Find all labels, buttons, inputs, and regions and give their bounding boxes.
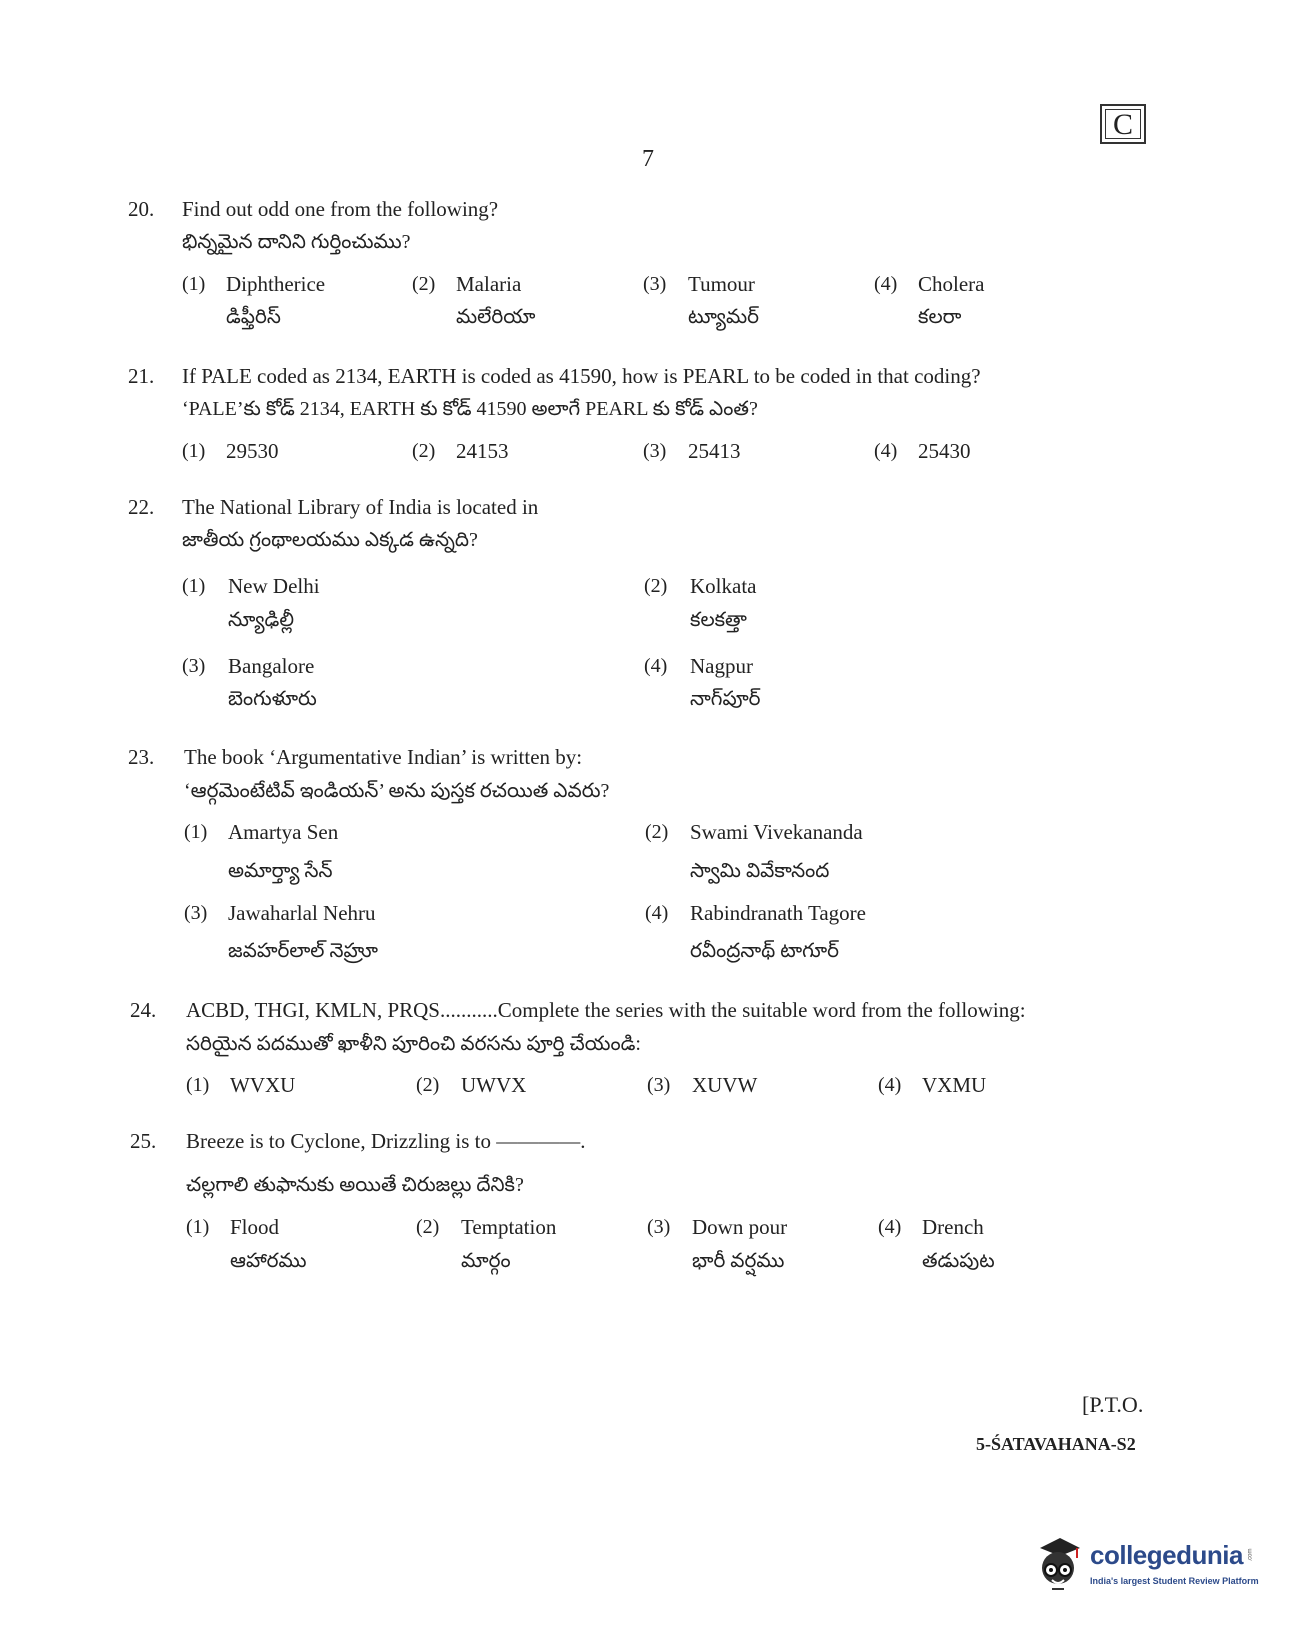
logo-suffix: .com <box>1247 1548 1254 1562</box>
question-text-telugu: ‘PALE’కు కోడ్ 2134, EARTH కు కోడ్ 41590 అలాగే PEARL కు కోడ్ ఎంత? <box>182 398 758 420</box>
option-number: (3) <box>647 1216 671 1238</box>
option-telugu: మలేరియా <box>456 306 536 328</box>
question-number: 22. <box>128 495 155 519</box>
option-text: WVXU <box>230 1073 296 1097</box>
question-text: If PALE coded as 2134, EARTH is coded as 41590, how is PEARL to be coded in that coding? <box>182 364 981 388</box>
option-number: (4) <box>878 1074 902 1096</box>
option-telugu: స్వామి వివేకానంద <box>690 860 830 882</box>
question-number: 24. <box>130 998 157 1022</box>
option-text: Temptation <box>461 1215 557 1239</box>
option-telugu: నాగ్‌పూర్ <box>690 688 761 710</box>
option-telugu: ట్యూమర్ <box>688 306 759 328</box>
option-text: XUVW <box>692 1073 758 1097</box>
option-text: Rabindranath Tagore <box>690 901 866 925</box>
option-text: Amartya Sen <box>228 820 339 844</box>
option-number: (3) <box>643 440 667 462</box>
option-telugu: తడుపుట <box>922 1250 995 1272</box>
question-text-telugu: సరియైన పదముతో ఖాళీని పూరించి వరసను పూర్తి చేయండి: <box>186 1033 641 1055</box>
option-number: (1) <box>184 821 208 843</box>
option-text: Flood <box>230 1215 280 1239</box>
option-text: Cholera <box>918 272 985 296</box>
option-number: (1) <box>182 575 206 597</box>
question-text: Breeze is to Cyclone, Drizzling is to ————. <box>186 1129 586 1153</box>
option-number: (4) <box>874 273 898 295</box>
option-telugu: డిఫ్తీరిస్ <box>226 306 281 328</box>
option-text: Jawaharlal Nehru <box>228 901 376 925</box>
question-text-telugu: భిన్నమైన దానిని గుర్తించుము? <box>182 231 411 253</box>
option-text: Bangalore <box>228 654 315 678</box>
option-text: Nagpur <box>690 654 753 678</box>
option-text: Tumour <box>688 272 755 296</box>
option-telugu: న్యూఢిల్లీ <box>228 609 295 631</box>
question-number: 21. <box>128 364 155 388</box>
option-number: (4) <box>645 902 669 924</box>
option-text: 24153 <box>456 439 509 463</box>
option-telugu: ఆహారము <box>230 1250 307 1272</box>
option-telugu: రవీంద్రనాథ్ టాగూర్ <box>690 940 839 962</box>
option-telugu: బెంగుళూరు <box>228 688 317 710</box>
option-text: UWVX <box>461 1073 527 1097</box>
option-number: (2) <box>416 1216 440 1238</box>
option-number: (1) <box>186 1074 210 1096</box>
logo-name: collegedunia <box>1090 1540 1243 1570</box>
question-number: 25. <box>130 1129 157 1153</box>
question-number: 20. <box>128 197 155 221</box>
series-letter: C <box>1105 109 1141 139</box>
option-text: Kolkata <box>690 574 757 598</box>
question-text: The book ‘Argumentative Indian’ is written by: <box>184 745 583 769</box>
question-text-telugu: ‘ఆర్గమెంటేటివ్ ఇండియన్’ అను పుస్తక రచయిత ఎవరు? <box>184 780 610 802</box>
option-text: 29530 <box>226 439 279 463</box>
question-number: 23. <box>128 745 155 769</box>
option-text: Down pour <box>692 1215 788 1239</box>
option-number: (2) <box>645 821 669 843</box>
question-text-telugu: చల్లగాలి తుఫానుకు అయితే చిరుజల్లు దేనికి? <box>186 1174 524 1196</box>
option-number: (3) <box>643 273 667 295</box>
question-text-telugu: జాతీయ గ్రంథాలయము ఎక్కడ ఉన్నది? <box>182 529 478 551</box>
option-number: (3) <box>184 902 208 924</box>
logo-tagline: India's largest Student Review Platform <box>1090 1576 1259 1586</box>
option-text: Swami Vivekananda <box>690 820 863 844</box>
option-text: 25413 <box>688 439 741 463</box>
option-number: (3) <box>182 655 206 677</box>
option-number: (1) <box>182 273 206 295</box>
option-text: VXMU <box>922 1073 987 1097</box>
option-number: (2) <box>416 1074 440 1096</box>
option-number: (4) <box>878 1216 902 1238</box>
option-telugu: మార్గం <box>461 1250 511 1272</box>
collegedunia-mascot-icon <box>1030 1534 1088 1600</box>
option-telugu: అమార్త్యా సేన్ <box>228 860 333 882</box>
option-number: (2) <box>644 575 668 597</box>
question-text: The National Library of India is located in <box>182 495 539 519</box>
booklet-code: 5-ŚATAVAHANA-S2 <box>976 1434 1136 1454</box>
question-text: ACBD, THGI, KMLN, PRQS...........Complete the series with the suitable word from the following: <box>186 998 1026 1022</box>
option-telugu: భారీ వర్షము <box>692 1250 785 1272</box>
option-text: 25430 <box>918 439 971 463</box>
option-text: Drench <box>922 1215 984 1239</box>
question-text: Find out odd one from the following? <box>182 197 499 221</box>
option-number: (3) <box>647 1074 671 1096</box>
option-telugu: కలకత్తా <box>690 609 747 631</box>
pto-label: [P.T.O. <box>1082 1392 1144 1417</box>
option-number: (2) <box>412 273 436 295</box>
option-text: Malaria <box>456 272 522 296</box>
option-number: (4) <box>874 440 898 462</box>
page-number: 7 <box>642 146 654 172</box>
option-number: (4) <box>644 655 668 677</box>
series-box <box>1100 104 1146 144</box>
option-telugu: కలరా <box>918 306 962 328</box>
option-number: (2) <box>412 440 436 462</box>
option-text: New Delhi <box>228 574 320 598</box>
option-telugu: జవహర్‌లాల్ నెహ్రూ <box>228 940 379 962</box>
option-text: Diphtherice <box>226 272 326 296</box>
option-number: (1) <box>182 440 206 462</box>
option-number: (1) <box>186 1216 210 1238</box>
